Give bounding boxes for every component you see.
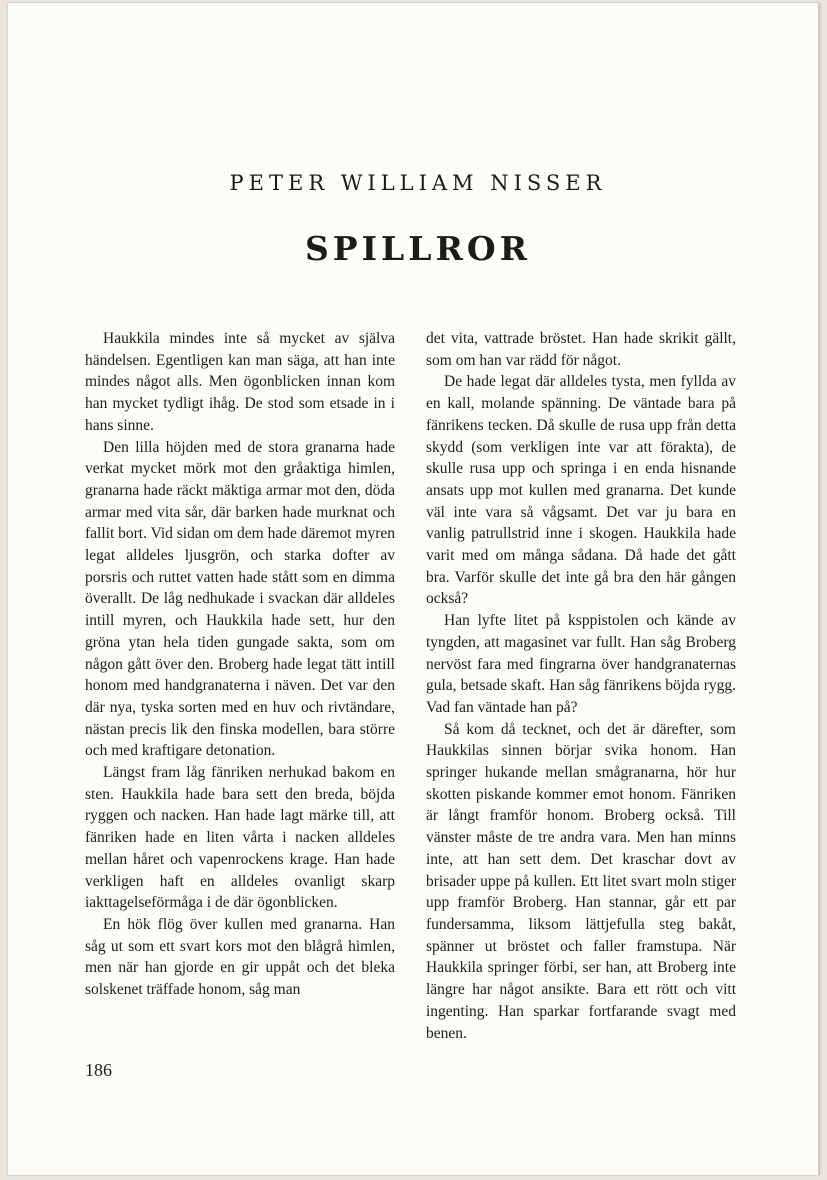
- paragraph: Han lyfte litet på ksppistolen och kände av tyngden, att magasinet var fullt. Han såg Broberg nervöst fara med fingrarna över handgranaternas gula, betsade skaft. Han såg fänrikens böjda rygg. Vad fan väntade han på?: [426, 612, 736, 716]
- page-number: 186: [85, 1060, 112, 1080]
- text-column-right: [426, 328, 736, 1044]
- paragraph: Så kom då tecknet, och det är därefter, som Haukkilas sinnen börjar svika honom. Han springer hukande mellan smågranarna, hör hur skotten piskande kommer emot honom. Fänriken är långt framför honom. Broberg också. Till vänster måste de tre andra vara. Men han minns inte, att han sett dem. Det kraschar dovt av brisader uppe på kullen. Ett litet svart moln stiger upp framför Broberg. Han stannar, går ett par fundersamma, liksom lättjefulla steg bakåt, spänner ut bröstet och faller framstupa. När Haukkila springer förbi, ser han, att Broberg inte längre har något ansikte. Bara ett rött och vitt ingenting. Han sparkar fortfarande svagt med benen.: [426, 720, 736, 1042]
- paragraph: Den lilla höjden med de stora granarna hade verkat mycket mörk mot den gråaktiga himlen, granarna hade räckt mäktiga armar mot den, döda armar med vita sår, där barken hade murknat och fallit bort. Vid sidan om dem hade däremot myren legat alldeles ljusgrön, och starka dofter av porsris och ruttet vatten hade stått som en dimma överallt. De låg nedhukade i svackan där alldeles intill myren, och Haukkila hade sett, hur den gröna ytan hela tiden gungade sakta, som om någon gått över den. Broberg hade legat tätt intill honom med handgranaterna i näven. Det var den där nya, tyska sorten med en huv och rivtändare, nästan precis lik den finska modellen, bara större och med kraftigare detonation.: [85, 438, 395, 760]
- story-title: SPILLROR: [304, 229, 532, 268]
- paragraph: De hade legat där alldeles tysta, men fyllda av en kall, molande spänning. De väntade bara på fänrikens tecken. Då skulle de rusa upp från detta skydd (som verkligen inte var att förakta), de skulle rusa upp och springa i en enda hisnande ansats upp mot kullen med granarna. Det kunde väl inte vara så vågsamt. Det var ju bara en vanlig patrullstrid inne i skogen. Haukkila hade varit med om många sådana. Då hade det gått bra. Varför skulle det inte gå bra den här gången också?: [426, 373, 736, 608]
- paragraph: Haukkila mindes inte så mycket av själva händelsen. Egentligen kan man säga, att han inte mindes något alls. Men ögonblicken innan kom han mycket tydligt ihåg. De stod som etsade in i hans sinne.: [85, 330, 395, 434]
- paragraph: Längst fram låg fänriken nerhukad bakom en sten. Haukkila hade bara sett den breda, böjda ryggen och nacken. Han hade lagt märke till, att fänriken hade en liten vårta i nacken alldeles mellan håret och vapenrockens krage. Han hade verkligen haft en alldeles ovanligt skarp iakttagelseförmåga i de där ögonblicken.: [85, 764, 395, 912]
- text-column-left: [85, 328, 395, 1001]
- paragraph: En hök flög över kullen med granarna. Han såg ut som ett svart kors mot den blågrå himlen, men när han gjorde en gir uppåt och det bleka solskenet träffade honom, såg man: [85, 915, 395, 999]
- paragraph-continued: det vita, vattrade bröstet. Han hade skrikit gällt, som om han var rädd för något.: [426, 330, 736, 369]
- book-page: [8, 3, 820, 1175]
- author-name: PETER WILLIAM NISSER: [229, 171, 607, 195]
